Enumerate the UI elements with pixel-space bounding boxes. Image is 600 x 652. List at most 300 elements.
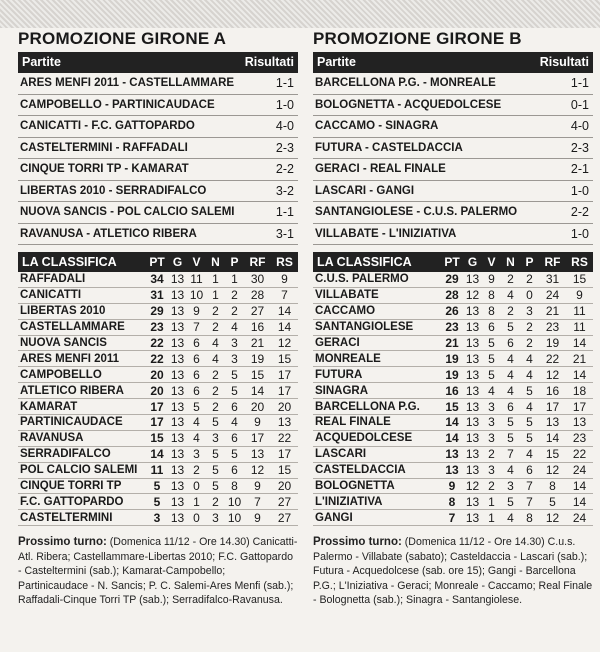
match-result: 2-3: [570, 140, 589, 155]
standings-cell-v: 2: [482, 446, 501, 462]
standings-cell-rf: 12: [539, 462, 566, 478]
standings-cell-g: 13: [168, 303, 187, 319]
standings-cell-pt: 8: [441, 494, 463, 510]
standings-cell-pt: 15: [441, 399, 463, 415]
standings-cell-p: 2: [520, 319, 539, 335]
standings-cell-rs: 9: [271, 272, 298, 287]
match-row: [18, 138, 298, 160]
standings-row: [313, 462, 593, 478]
standings-row: [313, 303, 593, 319]
standings-cell-pt: 21: [441, 335, 463, 351]
col-n: N: [206, 252, 225, 272]
standings-cell-team: SERRADIFALCO: [18, 446, 146, 462]
standings-cell-p: 8: [225, 478, 244, 494]
next-round-label: Prossimo turno:: [18, 536, 107, 549]
standings-cell-pt: 7: [441, 510, 463, 526]
standings-table: [313, 252, 593, 526]
match-result: 4-0: [570, 119, 589, 134]
standings-cell-rs: 9: [566, 287, 593, 303]
standings-cell-team: C.U.S. PALERMO: [313, 272, 441, 287]
standings-cell-rf: 12: [539, 510, 566, 526]
standings-cell-v: 2: [482, 478, 501, 494]
standings-cell-rf: 21: [244, 335, 271, 351]
match-teams: BOLOGNETTA - ACQUEDOLCESE: [315, 98, 502, 111]
standings-cell-team: CACCAMO: [313, 303, 441, 319]
standings-cell-n: 4: [501, 383, 520, 399]
standings-cell-n: 2: [206, 319, 225, 335]
standings-row: [18, 272, 298, 287]
standings-cell-rf: 27: [244, 303, 271, 319]
standings-cell-p: 2: [225, 287, 244, 303]
standings-row: [18, 399, 298, 415]
header-risultati: Risultati: [244, 55, 294, 69]
standings-row: [18, 430, 298, 446]
standings-cell-rf: 28: [244, 287, 271, 303]
standings-cell-p: 4: [520, 351, 539, 367]
match-row: [313, 159, 593, 181]
standings-cell-team: F.C. GATTOPARDO: [18, 494, 146, 510]
standings-row: [313, 399, 593, 415]
match-result: 1-1: [275, 76, 294, 91]
standings-row: [313, 287, 593, 303]
standings-cell-pt: 34: [146, 272, 168, 287]
match-teams: CAMPOBELLO - PARTINICAUDACE: [20, 98, 215, 111]
standings-cell-team: GERACI: [313, 335, 441, 351]
standings-row: [313, 510, 593, 526]
standings-cell-v: 4: [187, 430, 206, 446]
col-p: P: [225, 252, 244, 272]
standings-cell-rf: 14: [539, 430, 566, 446]
standings-cell-p: 3: [225, 351, 244, 367]
standings-cell-g: 13: [168, 478, 187, 494]
standings-cell-rs: 27: [271, 510, 298, 526]
top-pattern-band: [0, 0, 600, 28]
standings-cell-n: 2: [206, 399, 225, 415]
standings-cell-p: 3: [520, 303, 539, 319]
matches-list: [313, 73, 593, 245]
standings-cell-team: CASTELTERMINI: [18, 510, 146, 526]
standings-cell-team: SINAGRA: [313, 383, 441, 399]
standings-cell-team: CINQUE TORRI TP: [18, 478, 146, 494]
standings-cell-team: POL CALCIO SALEMI: [18, 462, 146, 478]
standings-cell-v: 1: [482, 494, 501, 510]
standings-cell-pt: 5: [146, 494, 168, 510]
standings-cell-n: 2: [501, 272, 520, 287]
match-teams: LIBERTAS 2010 - SERRADIFALCO: [20, 184, 207, 197]
standings-cell-pt: 17: [146, 415, 168, 431]
standings-cell-v: 6: [187, 383, 206, 399]
standings-cell-v: 2: [187, 462, 206, 478]
section-title: PROMOZIONE GIRONE B: [313, 29, 522, 48]
match-row: [18, 73, 298, 95]
standings-cell-n: 2: [206, 303, 225, 319]
match-result: 1-0: [570, 183, 589, 198]
standings-cell-n: 7: [501, 446, 520, 462]
standings-cell-team: L'INIZIATIVA: [313, 494, 441, 510]
col-rs: RS: [271, 252, 298, 272]
standings-cell-pt: 23: [441, 319, 463, 335]
standings-header-row: [313, 252, 593, 272]
match-result: 1-0: [275, 97, 294, 112]
standings-row: [18, 367, 298, 383]
standings-cell-pt: 14: [441, 415, 463, 431]
standings-cell-rs: 15: [566, 272, 593, 287]
standings-cell-pt: 22: [146, 335, 168, 351]
standings-cell-n: 2: [501, 303, 520, 319]
standings-cell-rs: 24: [566, 510, 593, 526]
standings-cell-g: 13: [168, 287, 187, 303]
standings-cell-rf: 17: [539, 399, 566, 415]
standings-row: [313, 430, 593, 446]
standings-cell-g: 13: [463, 494, 482, 510]
standings-cell-p: 5: [225, 446, 244, 462]
standings-cell-g: 13: [463, 462, 482, 478]
standings-cell-g: 13: [168, 415, 187, 431]
standings-cell-team: BOLOGNETTA: [313, 478, 441, 494]
standings-cell-pt: 29: [441, 272, 463, 287]
standings-cell-rs: 17: [271, 446, 298, 462]
standings-cell-n: 5: [206, 462, 225, 478]
standings-cell-g: 13: [463, 430, 482, 446]
standings-cell-rf: 9: [244, 478, 271, 494]
standings-cell-rf: 12: [539, 367, 566, 383]
standings-cell-team: LASCARI: [313, 446, 441, 462]
standings-body: [313, 272, 593, 526]
standings-cell-n: 3: [206, 510, 225, 526]
standings-cell-pt: 26: [441, 303, 463, 319]
standings-cell-p: 3: [225, 335, 244, 351]
standings-cell-g: 13: [463, 351, 482, 367]
standings-cell-pt: 19: [441, 351, 463, 367]
standings-cell-n: 4: [206, 335, 225, 351]
standings-row: [313, 367, 593, 383]
standings-cell-rf: 9: [244, 510, 271, 526]
standings-cell-g: 12: [463, 287, 482, 303]
standings-cell-v: 7: [187, 319, 206, 335]
standings-cell-p: 6: [225, 430, 244, 446]
standings-cell-v: 6: [482, 319, 501, 335]
standings-cell-rs: 21: [566, 351, 593, 367]
standings-table: [18, 252, 298, 526]
match-result: 1-1: [275, 205, 294, 220]
standings-row: [18, 462, 298, 478]
match-row: [18, 202, 298, 224]
standings-cell-rs: 12: [271, 335, 298, 351]
standings-cell-p: 5: [225, 383, 244, 399]
standings-cell-rf: 15: [244, 367, 271, 383]
standings-cell-v: 4: [482, 383, 501, 399]
standings-cell-n: 2: [206, 367, 225, 383]
standings-cell-n: 1: [206, 287, 225, 303]
standings-cell-rf: 7: [244, 494, 271, 510]
standings-cell-team: FUTURA: [313, 367, 441, 383]
standings-cell-v: 5: [482, 351, 501, 367]
standings-cell-rs: 13: [271, 415, 298, 431]
standings-cell-rs: 27: [271, 494, 298, 510]
next-round-text: (Domenica 11/12 - Ore 14.30) C.u.s. Palermo - Villabate (sabato); Casteldaccia - Lascari (sab.); Futura - Acquedolcese (sab. ore 15); Gangi - Barcellona P.G.; L'Iniziativa - Geraci; Monreale - Caccamo; Real Finale - Bolognetta (sab.); Sinagra - Santangiolese.: [313, 536, 593, 607]
col-pt: PT: [146, 252, 168, 272]
match-teams: VILLABATE - L'INIZIATIVA: [315, 227, 457, 240]
girone-b-column: [313, 26, 593, 608]
match-row: [313, 73, 593, 95]
standings-cell-n: 6: [501, 399, 520, 415]
match-result: 2-1: [570, 162, 589, 177]
standings-cell-p: 2: [520, 272, 539, 287]
standings-cell-team: ACQUEDOLCESE: [313, 430, 441, 446]
standings-cell-rf: 19: [244, 351, 271, 367]
standings-row: [18, 335, 298, 351]
standings-cell-team: ATLETICO RIBERA: [18, 383, 146, 399]
match-teams: RAVANUSA - ATLETICO RIBERA: [20, 227, 197, 240]
match-result: 3-2: [275, 183, 294, 198]
standings-cell-g: 13: [168, 510, 187, 526]
standings-cell-p: 0: [520, 287, 539, 303]
standings-header-row: [18, 252, 298, 272]
standings-cell-team: RAFFADALI: [18, 272, 146, 287]
standings-cell-team: KAMARAT: [18, 399, 146, 415]
standings-cell-pt: 14: [441, 430, 463, 446]
standings-cell-n: 4: [501, 287, 520, 303]
match-row: [313, 202, 593, 224]
standings-cell-p: 6: [225, 462, 244, 478]
col-p: P: [520, 252, 539, 272]
standings-row: [18, 287, 298, 303]
standings-cell-g: 12: [463, 478, 482, 494]
standings-row: [18, 383, 298, 399]
standings-cell-rs: 22: [271, 430, 298, 446]
standings-cell-rf: 5: [539, 494, 566, 510]
standings-cell-rs: 18: [566, 383, 593, 399]
standings-cell-n: 3: [206, 430, 225, 446]
match-result: 1-1: [570, 76, 589, 91]
col-v: V: [482, 252, 501, 272]
standings-row: [18, 415, 298, 431]
standings-cell-team: MONREALE: [313, 351, 441, 367]
standings-row: [18, 351, 298, 367]
standings-row: [313, 335, 593, 351]
standings-cell-g: 13: [463, 367, 482, 383]
standings-row: [313, 272, 593, 287]
standings-cell-n: 5: [501, 319, 520, 335]
standings-cell-pt: 17: [146, 399, 168, 415]
standings-cell-team: CAMPOBELLO: [18, 367, 146, 383]
next-round: [18, 535, 298, 608]
standings-cell-p: 6: [520, 462, 539, 478]
standings-cell-team: CASTELDACCIA: [313, 462, 441, 478]
standings-cell-n: 5: [501, 415, 520, 431]
standings-cell-rf: 20: [244, 399, 271, 415]
standings-cell-rs: 14: [566, 478, 593, 494]
match-teams: CASTELTERMINI - RAFFADALI: [20, 141, 188, 154]
standings-row: [18, 319, 298, 335]
standings-cell-rs: 14: [566, 494, 593, 510]
standings-cell-rs: 14: [271, 319, 298, 335]
standings-cell-rs: 20: [271, 478, 298, 494]
header-partite: Partite: [317, 55, 356, 69]
standings-cell-team: VILLABATE: [313, 287, 441, 303]
match-result: 3-1: [275, 226, 294, 241]
standings-cell-v: 11: [187, 272, 206, 287]
standings-cell-p: 2: [520, 335, 539, 351]
standings-cell-g: 13: [463, 415, 482, 431]
standings-cell-rs: 17: [566, 399, 593, 415]
match-result: 2-3: [275, 140, 294, 155]
standings-row: [313, 415, 593, 431]
match-teams: FUTURA - CASTELDACCIA: [315, 141, 463, 154]
matches-header: [18, 52, 298, 73]
standings-cell-pt: 16: [441, 383, 463, 399]
match-row: [313, 116, 593, 138]
standings-cell-pt: 9: [441, 478, 463, 494]
standings-cell-v: 8: [482, 303, 501, 319]
standings-cell-pt: 15: [146, 430, 168, 446]
col-rf: RF: [539, 252, 566, 272]
standings-cell-g: 13: [168, 272, 187, 287]
standings-cell-pt: 20: [146, 367, 168, 383]
standings-cell-v: 1: [187, 494, 206, 510]
standings-cell-g: 13: [168, 335, 187, 351]
standings-cell-team: CASTELLAMMARE: [18, 319, 146, 335]
standings-cell-v: 3: [482, 462, 501, 478]
standings-cell-rf: 23: [539, 319, 566, 335]
matches-header: [313, 52, 593, 73]
standings-cell-g: 13: [463, 446, 482, 462]
col-team: LA CLASSIFICA: [18, 252, 146, 272]
standings-cell-p: 5: [520, 415, 539, 431]
standings-cell-p: 7: [520, 478, 539, 494]
col-team: LA CLASSIFICA: [313, 252, 441, 272]
standings-cell-rs: 17: [271, 367, 298, 383]
match-result: 1-0: [570, 226, 589, 241]
standings-cell-v: 1: [482, 510, 501, 526]
standings-cell-g: 13: [463, 303, 482, 319]
standings-cell-n: 1: [206, 272, 225, 287]
matches-list: [18, 73, 298, 245]
standings-cell-rf: 15: [539, 446, 566, 462]
standings-cell-n: 2: [206, 494, 225, 510]
standings-cell-rs: 14: [566, 335, 593, 351]
match-teams: LASCARI - GANGI: [315, 184, 415, 197]
standings-cell-rs: 20: [271, 399, 298, 415]
standings-cell-n: 6: [501, 335, 520, 351]
standings-cell-rs: 17: [271, 383, 298, 399]
match-result: 2-2: [275, 162, 294, 177]
standings-cell-p: 7: [520, 494, 539, 510]
standings-cell-v: 0: [187, 510, 206, 526]
standings-cell-g: 13: [168, 319, 187, 335]
standings-cell-pt: 23: [146, 319, 168, 335]
standings-cell-v: 6: [187, 351, 206, 367]
standings-cell-rf: 19: [539, 335, 566, 351]
match-teams: NUOVA SANCIS - POL CALCIO SALEMI: [20, 206, 235, 219]
standings-cell-rs: 11: [566, 319, 593, 335]
match-row: [313, 95, 593, 117]
match-teams: CANICATTI - F.C. GATTOPARDO: [20, 120, 195, 133]
standings-cell-team: SANTANGIOLESE: [313, 319, 441, 335]
match-row: [18, 224, 298, 246]
standings-cell-v: 0: [187, 478, 206, 494]
col-g: G: [168, 252, 187, 272]
standings-cell-g: 13: [168, 430, 187, 446]
match-teams: GERACI - REAL FINALE: [315, 163, 446, 176]
standings-cell-rf: 9: [244, 415, 271, 431]
match-row: [313, 224, 593, 246]
standings-cell-n: 4: [501, 510, 520, 526]
standings-cell-rf: 14: [244, 383, 271, 399]
standings-cell-p: 5: [520, 430, 539, 446]
standings-cell-rf: 8: [539, 478, 566, 494]
standings-row: [18, 303, 298, 319]
standings-cell-pt: 13: [441, 462, 463, 478]
next-round-label: Prossimo turno:: [313, 536, 402, 549]
standings-cell-n: 4: [206, 351, 225, 367]
standings-cell-v: 9: [482, 272, 501, 287]
standings-cell-n: 5: [501, 430, 520, 446]
standings-cell-g: 13: [168, 399, 187, 415]
standings-cell-g: 13: [463, 383, 482, 399]
match-result: 4-0: [275, 119, 294, 134]
standings-cell-rf: 12: [244, 462, 271, 478]
match-teams: CINQUE TORRI TP - KAMARAT: [20, 163, 189, 176]
col-v: V: [187, 252, 206, 272]
standings-cell-rf: 24: [539, 287, 566, 303]
standings-row: [313, 478, 593, 494]
standings-cell-p: 10: [225, 494, 244, 510]
standings-row: [18, 494, 298, 510]
standings-cell-p: 4: [520, 367, 539, 383]
standings-cell-v: 8: [482, 287, 501, 303]
standings-cell-team: PARTINICAUDACE: [18, 415, 146, 431]
standings-cell-team: NUOVA SANCIS: [18, 335, 146, 351]
standings-cell-rs: 11: [566, 303, 593, 319]
standings-cell-g: 13: [463, 335, 482, 351]
standings-cell-v: 5: [187, 399, 206, 415]
standings-cell-rf: 13: [244, 446, 271, 462]
standings-row: [313, 319, 593, 335]
standings-cell-team: CANICATTI: [18, 287, 146, 303]
standings-cell-pt: 11: [146, 462, 168, 478]
standings-cell-p: 4: [225, 415, 244, 431]
standings-cell-p: 4: [520, 446, 539, 462]
standings-cell-rs: 15: [271, 351, 298, 367]
standings-cell-rs: 14: [271, 303, 298, 319]
standings-cell-n: 5: [206, 478, 225, 494]
standings-cell-n: 4: [501, 351, 520, 367]
standings-cell-rs: 7: [271, 287, 298, 303]
standings-cell-v: 6: [187, 335, 206, 351]
standings-cell-rf: 30: [244, 272, 271, 287]
standings-row: [18, 446, 298, 462]
standings-cell-g: 13: [463, 510, 482, 526]
standings-cell-rs: 13: [566, 415, 593, 431]
standings-cell-p: 2: [225, 303, 244, 319]
standings-cell-team: REAL FINALE: [313, 415, 441, 431]
standings-cell-rs: 22: [566, 446, 593, 462]
standings-cell-rs: 15: [271, 462, 298, 478]
col-n: N: [501, 252, 520, 272]
standings-row: [313, 383, 593, 399]
standings-row: [18, 510, 298, 526]
standings-cell-team: LIBERTAS 2010: [18, 303, 146, 319]
standings-cell-rf: 21: [539, 303, 566, 319]
standings-cell-pt: 22: [146, 351, 168, 367]
standings-cell-n: 5: [206, 446, 225, 462]
standings-cell-v: 3: [482, 399, 501, 415]
standings-cell-v: 3: [187, 446, 206, 462]
standings-cell-p: 4: [225, 319, 244, 335]
standings-cell-p: 10: [225, 510, 244, 526]
next-round-text: (Domenica 11/12 - Ore 14.30) Canicatti-Atl. Ribera; Castellammare-Libertas 2010; F.C. Gattopardo - Casteltermini (sab.); Kamarat-Campobello; Partinicaudace - N. Sancis; P. C. Salemi-Ares Menfi (sab.); Raffadali-Cinque Torri TP (sab.); Serradifalco-Ravanusa.: [18, 536, 298, 607]
